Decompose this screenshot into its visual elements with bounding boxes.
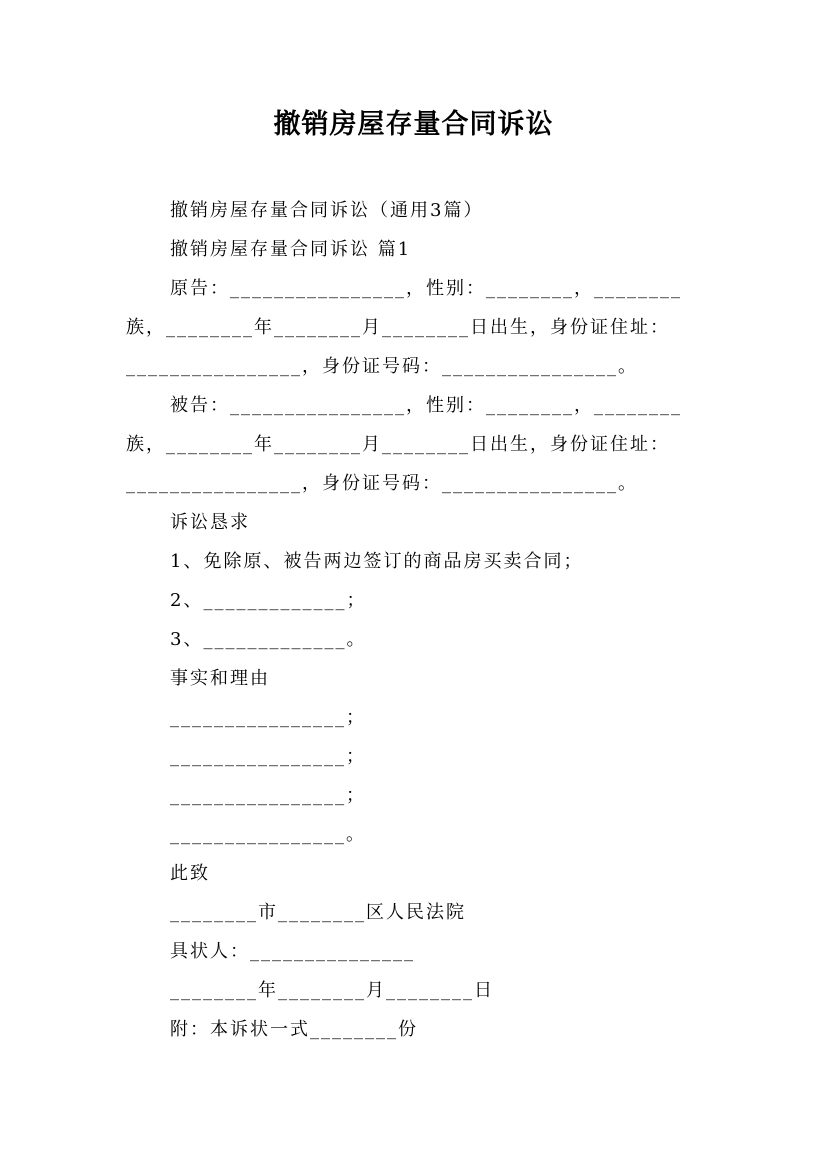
court-line: ________市________区人民法院 [170, 902, 466, 923]
claims-heading: 诉讼恳求 [170, 512, 250, 533]
attachment-line: 附：本诉状一式________份 [170, 1019, 418, 1040]
facts-line-3: ________________； [170, 785, 366, 806]
claim-item-2: 2、_____________； [170, 590, 367, 611]
facts-line-2: ________________； [170, 746, 366, 767]
claim-item-3: 3、_____________。 [170, 629, 367, 650]
claim-item-1: 1、免除原、被告两边签订的商品房买卖合同； [170, 551, 584, 572]
salutation-line: 此致 [170, 863, 210, 884]
defendant-line-1: 被告：________________，性别：________，________ [170, 395, 682, 416]
facts-line-1: ________________； [170, 707, 366, 728]
document-title: 撤销房屋存量合同诉讼 [273, 109, 554, 140]
facts-line-4: ________________。 [170, 824, 366, 845]
petitioner-line: 具状人：_______________ [170, 941, 415, 962]
plaintiff-line-3: ________________，身份证号码：________________。 [126, 356, 638, 377]
defendant-line-3: ________________，身份证号码：________________。 [126, 473, 638, 494]
facts-heading: 事实和理由 [170, 668, 270, 689]
plaintiff-line-1: 原告：________________，性别：________，________ [170, 278, 682, 299]
doc-heading-line: 撤销房屋存量合同诉讼（通用3篇） [170, 200, 484, 221]
defendant-line-2: 族，________年________月________日出生，身份证住址： [126, 434, 670, 455]
date-line: ________年________月________日 [170, 980, 494, 1001]
section-heading-line: 撤销房屋存量合同诉讼 篇1 [170, 239, 412, 260]
plaintiff-line-2: 族，________年________月________日出生，身份证住址： [126, 317, 670, 338]
